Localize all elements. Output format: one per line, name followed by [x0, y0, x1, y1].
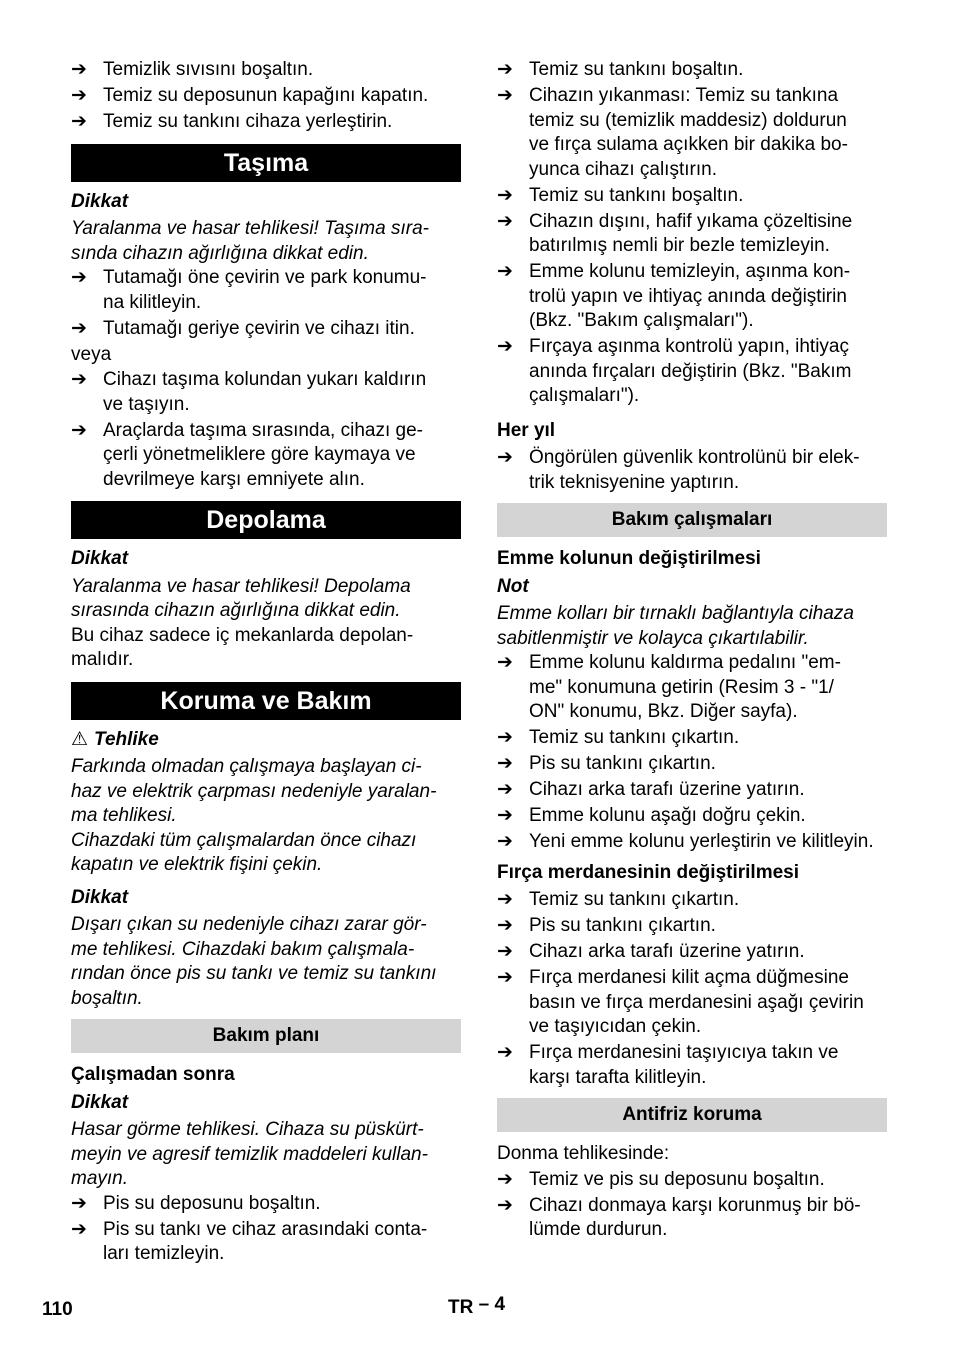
- list-item: [71, 1218, 461, 1267]
- list-item-text: batırılmış nemli bir bezle temizleyin.: [529, 235, 830, 256]
- subhead-firca: Fırça merdanesinin değiştirilmesi: [497, 861, 799, 883]
- text-line: Emme kolları bir tırnaklı bağlantıyla cihaza: [497, 603, 854, 624]
- arrow-right-icon: ➔: [497, 727, 513, 748]
- intro-bullets: [71, 58, 461, 135]
- arrow-right-icon: ➔: [497, 915, 513, 936]
- list-item-text: Cihazı donmaya karşı korunmuş bir bö-: [529, 1194, 861, 1216]
- note-head-dikkat: Dikkat: [71, 1091, 129, 1113]
- list-item-text: Temiz su deposunun kapağını kapatın.: [103, 85, 429, 106]
- list-item-text: na kilitleyin.: [103, 291, 202, 313]
- list-item: [497, 914, 887, 939]
- antifriz-intro: Donma tehlikesinde:: [497, 1143, 670, 1164]
- list-item-text: Cihazın yıkanması: Temiz su tankına: [529, 85, 839, 106]
- list-item-text: Cihazı arka tarafı üzerine yatırın.: [529, 941, 805, 962]
- arrow-right-icon: ➔: [71, 369, 87, 390]
- text-line: Hasar görme tehlikesi. Cihaza su püskürt-: [71, 1119, 424, 1140]
- list-item: [497, 446, 887, 495]
- section-title-koruma: Koruma ve Bakım: [71, 682, 461, 720]
- text-line: Dışarı çıkan su nedeniyle cihazı zarar gör-: [71, 914, 427, 935]
- arrow-right-icon: ➔: [71, 59, 87, 80]
- list-item: [497, 58, 887, 83]
- antifriz-bullets: [497, 1168, 887, 1243]
- arrow-right-icon: ➔: [497, 85, 513, 106]
- list-item-text: temiz su (temizlik maddesiz) doldurun: [529, 109, 847, 131]
- section-title-bakim-plani: Bakım planı: [71, 1019, 461, 1053]
- page-number: 110: [42, 1299, 73, 1320]
- tasima-bullets-a: [71, 266, 461, 341]
- arrow-right-icon: ➔: [497, 447, 513, 468]
- list-item: [71, 84, 461, 109]
- list-item: [497, 1168, 887, 1193]
- note-text: [71, 575, 461, 624]
- text-line: sırasında cihazın ağırlığına dikkat edin.: [71, 600, 401, 621]
- list-item: [497, 335, 887, 409]
- list-item: [497, 1194, 887, 1243]
- list-item-text: ON" konumu, Bkz. Diğer sayfa).: [529, 701, 798, 722]
- list-item-text: trolü yapın ve ihtiyaç anında değiştirin: [529, 285, 847, 307]
- list-item: [497, 260, 887, 334]
- arrow-right-icon: ➔: [497, 1194, 513, 1216]
- lang-code: TR: [448, 1297, 474, 1318]
- text-line: haz ve elektrik çarpması nedeniyle yaralan-: [71, 780, 437, 802]
- list-item: [497, 778, 887, 803]
- plan-bullets: [71, 1192, 461, 1267]
- list-item-text: Tutamağı öne çevirin ve park konumu-: [103, 267, 427, 288]
- list-item-text: çerli yönetmeliklere göre kaymaya ve: [103, 444, 416, 465]
- text-line: boşaltın.: [71, 987, 143, 1009]
- section-title-bakim-calismalari: Bakım çalışmaları: [497, 503, 887, 537]
- list-item: [497, 726, 887, 751]
- list-item: [497, 210, 887, 259]
- arrow-right-icon: ➔: [497, 941, 513, 962]
- list-item-text: Temiz su tankını boşaltın.: [529, 184, 744, 206]
- list-item: [497, 804, 887, 829]
- list-item-text: Cihazı taşıma kolundan yukarı kaldırın: [103, 369, 427, 390]
- list-item: [497, 752, 887, 777]
- list-item: [497, 830, 887, 855]
- arrow-right-icon: ➔: [497, 753, 513, 774]
- footer-page-label: [448, 1296, 505, 1321]
- arrow-right-icon: ➔: [497, 261, 513, 282]
- emme-bullets: [497, 651, 887, 855]
- arrow-right-icon: ➔: [497, 184, 513, 206]
- page-index: – 4: [478, 1294, 506, 1315]
- list-item-text: Temiz ve pis su deposunu boşaltın.: [529, 1168, 825, 1190]
- list-item-text: anında fırçaları değiştirin (Bkz. "Bakım: [529, 360, 852, 382]
- list-item: [71, 58, 461, 83]
- arrow-right-icon: ➔: [497, 831, 513, 852]
- note-text: [497, 602, 887, 651]
- arrow-right-icon: ➔: [71, 1192, 87, 1214]
- list-item-text: Pis su tankını çıkartın.: [529, 915, 716, 936]
- subhead-emme: Emme kolunun değiştirilmesi: [497, 548, 761, 569]
- arrow-right-icon: ➔: [71, 111, 87, 132]
- list-item-text: Yeni emme kolunu yerleştirin ve kilitleyin.: [529, 831, 874, 852]
- list-item: [497, 966, 887, 1040]
- list-item-text: karşı tarafta kilitleyin.: [529, 1066, 707, 1088]
- list-item: [71, 317, 461, 342]
- list-item-text: Fırça merdanesi kilit açma düğmesine: [529, 967, 849, 988]
- note-head-dikkat: Dikkat: [71, 886, 129, 908]
- arrow-right-icon: ➔: [497, 779, 513, 800]
- section-title-tasima: Taşıma: [71, 144, 461, 182]
- arrow-right-icon: ➔: [497, 1042, 513, 1063]
- yearly-bullets: [497, 446, 887, 495]
- list-item: [497, 940, 887, 965]
- arrow-right-icon: ➔: [71, 317, 87, 339]
- list-item-text: Öngörülen güvenlik kontrolünü bir elek-: [529, 447, 860, 468]
- top-bullets: [497, 58, 887, 409]
- arrow-right-icon: ➔: [71, 1218, 87, 1240]
- danger-head-label: Tehlike: [94, 728, 159, 750]
- tasima-bullets-b: [71, 368, 461, 492]
- text-line: sında cihazın ağırlığına dikkat edin.: [71, 242, 369, 264]
- list-item: [71, 110, 461, 135]
- arrow-right-icon: ➔: [71, 419, 87, 441]
- note-head-not: Not: [497, 575, 529, 597]
- list-item-text: basın ve fırça merdanesini aşağı çevirin: [529, 991, 864, 1013]
- list-item: [71, 266, 461, 315]
- list-item-text: Cihazı arka tarafı üzerine yatırın.: [529, 779, 805, 800]
- text-line: malıdır.: [71, 649, 134, 670]
- subhead-yearly: Her yıl: [497, 419, 556, 441]
- note-text: [71, 913, 461, 1011]
- list-item: [497, 651, 887, 725]
- warning-triangle-icon: ⚠: [71, 728, 89, 750]
- text-line: Yaralanma ve hasar tehlikesi! Depolama: [71, 575, 411, 597]
- list-item-text: yunca cihazı çalıştırın.: [529, 158, 717, 180]
- text-line: Yaralanma ve hasar tehlikesi! Taşıma sıra-: [71, 218, 429, 239]
- arrow-right-icon: ➔: [71, 267, 87, 288]
- list-item: [497, 888, 887, 913]
- list-item-text: lümde durdurun.: [529, 1219, 668, 1240]
- arrow-right-icon: ➔: [497, 889, 513, 910]
- text-line: mayın.: [71, 1168, 129, 1189]
- right-column: [497, 58, 887, 1244]
- arrow-right-icon: ➔: [497, 210, 513, 232]
- list-item-text: Emme kolunu kaldırma pedalını "em-: [529, 652, 841, 673]
- list-item-text: ve taşıyıcıdan çekin.: [529, 1016, 702, 1037]
- list-item-text: (Bkz. "Bakım çalışmaları").: [529, 310, 754, 331]
- note-head-dikkat: Dikkat: [71, 190, 129, 212]
- list-item-text: Pis su deposunu boşaltın.: [103, 1192, 321, 1214]
- left-column: [71, 58, 461, 1268]
- list-item: [497, 184, 887, 209]
- list-item: [71, 368, 461, 417]
- text-line: Farkında olmadan çalışmaya başlayan ci-: [71, 756, 422, 777]
- list-item-text: Temiz su tankını çıkartın.: [529, 727, 740, 748]
- list-item-text: ve fırça sulama açıkken bir dakika bo-: [529, 134, 848, 155]
- list-item-text: çalışmaları").: [529, 385, 640, 406]
- list-item-text: me" konumuna getirin (Resim 3 - "1/: [529, 676, 834, 698]
- note-text: [71, 217, 461, 266]
- list-item-text: Pis su tankını çıkartın.: [529, 753, 716, 774]
- list-item-text: Temiz su tankını cihaza yerleştirin.: [103, 111, 393, 132]
- depolama-text: [71, 624, 461, 673]
- list-item-text: Fırçaya aşınma kontrolü yapın, ihtiyaç: [529, 336, 849, 357]
- arrow-right-icon: ➔: [497, 967, 513, 988]
- list-item: [71, 419, 461, 493]
- text-line: kapatın ve elektrik fişini çekin.: [71, 854, 323, 875]
- section-title-antifriz: Antifriz koruma: [497, 1098, 887, 1132]
- list-item-text: Temiz su tankını çıkartın.: [529, 889, 740, 910]
- list-item-text: Emme kolunu aşağı doğru çekin.: [529, 805, 806, 826]
- list-item-text: Araçlarda taşıma sırasında, cihazı ge-: [103, 419, 423, 441]
- text-line: rından önce pis su tankı ve temiz su tankını: [71, 963, 437, 984]
- text-line: me tehlikesi. Cihazdaki bakım çalışmala-: [71, 938, 415, 960]
- list-item-text: ve taşıyın.: [103, 393, 190, 415]
- list-item-text: devrilmeye karşı emniyete alın.: [103, 468, 365, 490]
- firca-bullets: [497, 888, 887, 1090]
- list-item-text: Tutamağı geriye çevirin ve cihazı itin.: [103, 317, 415, 339]
- list-item: [497, 1041, 887, 1090]
- text-line: sabitlenmiştir ve kolayca çıkartılabilir.: [497, 627, 809, 649]
- text-line: meyin ve agresif temizlik maddeleri kullan-: [71, 1143, 428, 1165]
- arrow-right-icon: ➔: [71, 85, 87, 106]
- list-item-text: Cihazın dışını, hafif yıkama çözeltisine: [529, 210, 853, 232]
- note-text: [71, 1118, 461, 1192]
- list-item-text: Temiz su tankını boşaltın.: [529, 59, 744, 80]
- arrow-right-icon: ➔: [497, 1168, 513, 1190]
- list-item-text: Fırça merdanesini taşıyıcıya takın ve: [529, 1042, 839, 1063]
- list-item-text: Pis su tankı ve cihaz arasındaki conta-: [103, 1218, 428, 1240]
- arrow-right-icon: ➔: [497, 336, 513, 357]
- danger-text: [71, 755, 461, 878]
- section-title-depolama: Depolama: [71, 501, 461, 539]
- list-item: [497, 84, 887, 182]
- list-item-text: ları temizleyin.: [103, 1243, 225, 1264]
- arrow-right-icon: ➔: [497, 805, 513, 826]
- text-line: Cihazdaki tüm çalışmalardan önce cihazı: [71, 829, 417, 851]
- text-line: Bu cihaz sadece iç mekanlarda depolan-: [71, 624, 414, 646]
- or-text: veya: [71, 343, 112, 365]
- text-line: ma tehlikesi.: [71, 805, 177, 826]
- list-item-text: Temizlik sıvısını boşaltın.: [103, 59, 314, 80]
- arrow-right-icon: ➔: [497, 652, 513, 673]
- subhead-after-work: Çalışmadan sonra: [71, 1064, 235, 1085]
- list-item-text: Emme kolunu temizleyin, aşınma kon-: [529, 261, 851, 282]
- danger-head: [71, 728, 461, 753]
- list-item: [71, 1192, 461, 1217]
- note-head-dikkat: Dikkat: [71, 548, 129, 569]
- arrow-right-icon: ➔: [497, 59, 513, 80]
- list-item-text: trik teknisyenine yaptırın.: [529, 471, 740, 493]
